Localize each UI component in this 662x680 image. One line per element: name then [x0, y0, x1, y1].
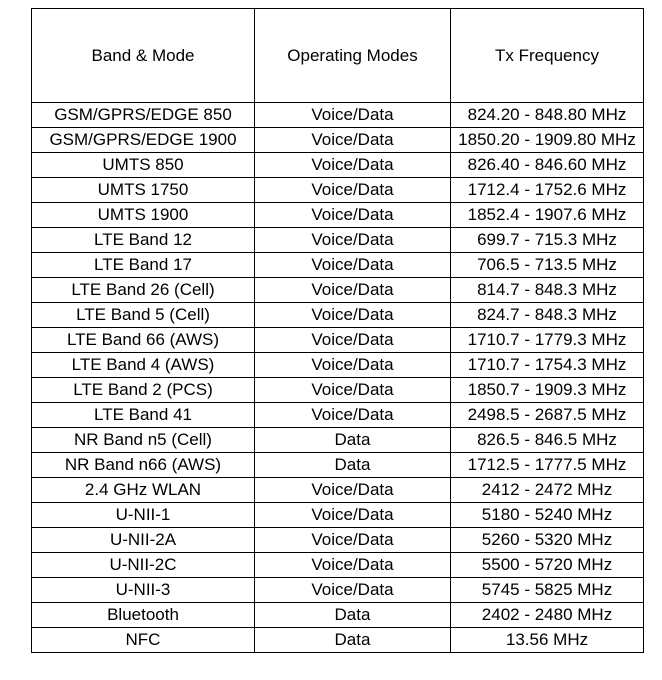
table-header — [32, 9, 644, 103]
column-header-operating-modes: Operating Modes — [255, 9, 451, 103]
band-mode-cell: NR Band n5 (Cell) — [32, 428, 255, 453]
table-row — [32, 603, 644, 628]
tx-frequency-cell: 2498.5 - 2687.5 MHz — [451, 403, 644, 428]
table-row — [32, 153, 644, 178]
operating-mode-cell: Voice/Data — [255, 478, 451, 503]
tx-frequency-cell: 5260 - 5320 MHz — [451, 528, 644, 553]
tx-frequency-cell: 1850.7 - 1909.3 MHz — [451, 378, 644, 403]
operating-mode-cell: Voice/Data — [255, 528, 451, 553]
tx-frequency-cell: 5745 - 5825 MHz — [451, 578, 644, 603]
tx-frequency-cell: 1850.20 - 1909.80 MHz — [451, 128, 644, 153]
operating-mode-cell: Voice/Data — [255, 553, 451, 578]
tx-frequency-cell: 826.40 - 846.60 MHz — [451, 153, 644, 178]
band-mode-cell: UMTS 850 — [32, 153, 255, 178]
table-row — [32, 428, 644, 453]
operating-mode-cell: Voice/Data — [255, 403, 451, 428]
band-frequency-table — [31, 8, 644, 653]
tx-frequency-cell: 814.7 - 848.3 MHz — [451, 278, 644, 303]
band-mode-cell: NFC — [32, 628, 255, 653]
band-mode-cell: U-NII-2A — [32, 528, 255, 553]
operating-mode-cell: Data — [255, 428, 451, 453]
band-mode-cell: LTE Band 12 — [32, 228, 255, 253]
band-mode-cell: GSM/GPRS/EDGE 850 — [32, 103, 255, 128]
tx-frequency-cell: 824.20 - 848.80 MHz — [451, 103, 644, 128]
band-mode-cell: UMTS 1900 — [32, 203, 255, 228]
table-row — [32, 128, 644, 153]
operating-mode-cell: Voice/Data — [255, 328, 451, 353]
tx-frequency-cell: 824.7 - 848.3 MHz — [451, 303, 644, 328]
tx-frequency-cell: 1712.4 - 1752.6 MHz — [451, 178, 644, 203]
operating-mode-cell: Voice/Data — [255, 503, 451, 528]
operating-mode-cell: Voice/Data — [255, 228, 451, 253]
band-mode-cell: LTE Band 2 (PCS) — [32, 378, 255, 403]
band-mode-cell: Bluetooth — [32, 603, 255, 628]
header-row — [32, 9, 644, 103]
operating-mode-cell: Voice/Data — [255, 203, 451, 228]
tx-frequency-cell: 13.56 MHz — [451, 628, 644, 653]
tx-frequency-cell: 706.5 - 713.5 MHz — [451, 253, 644, 278]
tx-frequency-cell: 1712.5 - 1777.5 MHz — [451, 453, 644, 478]
band-mode-cell: UMTS 1750 — [32, 178, 255, 203]
table-row — [32, 328, 644, 353]
table-row — [32, 453, 644, 478]
band-mode-cell: LTE Band 17 — [32, 253, 255, 278]
table-row — [32, 503, 644, 528]
band-mode-cell: NR Band n66 (AWS) — [32, 453, 255, 478]
table-row — [32, 103, 644, 128]
band-mode-cell: LTE Band 66 (AWS) — [32, 328, 255, 353]
table-row — [32, 553, 644, 578]
tx-frequency-cell: 1710.7 - 1779.3 MHz — [451, 328, 644, 353]
tx-frequency-cell: 699.7 - 715.3 MHz — [451, 228, 644, 253]
tx-frequency-cell: 1852.4 - 1907.6 MHz — [451, 203, 644, 228]
table-row — [32, 628, 644, 653]
column-header-band-mode: Band & Mode — [32, 9, 255, 103]
table-row — [32, 203, 644, 228]
table-row — [32, 578, 644, 603]
operating-mode-cell: Voice/Data — [255, 353, 451, 378]
operating-mode-cell: Voice/Data — [255, 128, 451, 153]
band-mode-cell: U-NII-2C — [32, 553, 255, 578]
band-mode-cell: GSM/GPRS/EDGE 1900 — [32, 128, 255, 153]
operating-mode-cell: Voice/Data — [255, 303, 451, 328]
band-mode-cell: LTE Band 5 (Cell) — [32, 303, 255, 328]
table-body — [32, 103, 644, 653]
table-row — [32, 403, 644, 428]
operating-mode-cell: Data — [255, 603, 451, 628]
operating-mode-cell: Voice/Data — [255, 253, 451, 278]
tx-frequency-cell: 2412 - 2472 MHz — [451, 478, 644, 503]
table-row — [32, 353, 644, 378]
operating-mode-cell: Voice/Data — [255, 178, 451, 203]
operating-mode-cell: Data — [255, 628, 451, 653]
table-row — [32, 178, 644, 203]
operating-mode-cell: Voice/Data — [255, 578, 451, 603]
table-row — [32, 478, 644, 503]
band-mode-cell: U-NII-1 — [32, 503, 255, 528]
band-mode-cell: LTE Band 26 (Cell) — [32, 278, 255, 303]
tx-frequency-cell: 2402 - 2480 MHz — [451, 603, 644, 628]
tx-frequency-cell: 5180 - 5240 MHz — [451, 503, 644, 528]
tx-frequency-cell: 826.5 - 846.5 MHz — [451, 428, 644, 453]
operating-mode-cell: Voice/Data — [255, 378, 451, 403]
band-mode-cell: LTE Band 4 (AWS) — [32, 353, 255, 378]
band-mode-cell: 2.4 GHz WLAN — [32, 478, 255, 503]
table-row — [32, 378, 644, 403]
table-row — [32, 278, 644, 303]
tx-frequency-cell: 1710.7 - 1754.3 MHz — [451, 353, 644, 378]
table-row — [32, 253, 644, 278]
table-row — [32, 303, 644, 328]
operating-mode-cell: Voice/Data — [255, 103, 451, 128]
band-mode-cell: LTE Band 41 — [32, 403, 255, 428]
tx-frequency-cell: 5500 - 5720 MHz — [451, 553, 644, 578]
band-mode-cell: U-NII-3 — [32, 578, 255, 603]
operating-mode-cell: Voice/Data — [255, 278, 451, 303]
table-row — [32, 528, 644, 553]
operating-mode-cell: Data — [255, 453, 451, 478]
operating-mode-cell: Voice/Data — [255, 153, 451, 178]
column-header-tx-frequency: Tx Frequency — [451, 9, 644, 103]
table-row — [32, 228, 644, 253]
